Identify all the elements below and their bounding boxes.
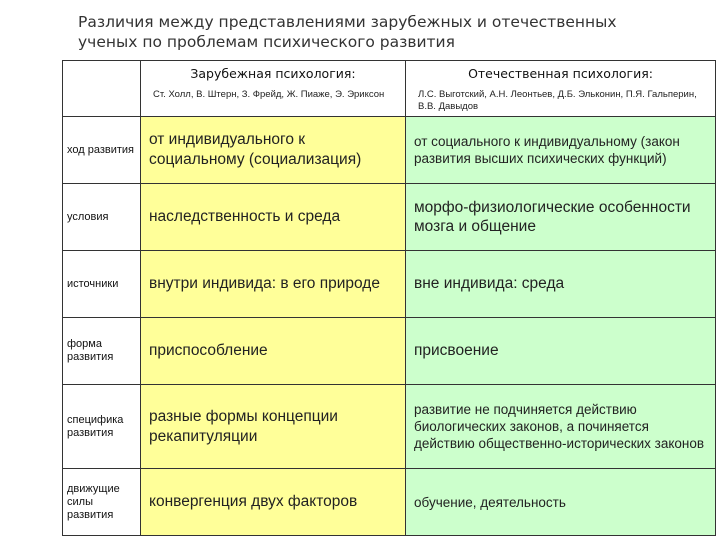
foreign-cell: внутри индивида: в его природе [141, 251, 406, 318]
table-row [63, 251, 716, 318]
foreign-cell: от индивидуального к социальному (социализация) [141, 117, 406, 184]
foreign-cell: приспособление [141, 318, 406, 385]
domestic-cell: морфо-физиологические особенности мозга и общение [406, 184, 716, 251]
domestic-cell: обучение, деятельность [406, 469, 716, 536]
criterion-cell: ход развития [63, 117, 141, 184]
domestic-cell: вне индивида: среда [406, 251, 716, 318]
header-blank-cell [63, 61, 141, 117]
domestic-cell: развитие не подчиняется действию биологических законов, а починяется действию общественно-исторических законов [406, 385, 716, 469]
foreign-cell: конвергенция двух факторов [141, 469, 406, 536]
foreign-header-title: Зарубежная психология: [190, 66, 356, 81]
slide-title: Различия между представлениями зарубежных и отечественных ученых по проблемам психического развития [78, 13, 617, 51]
foreign-cell: разные формы концепции рекапитуляции [141, 385, 406, 469]
criterion-cell: источники [63, 251, 141, 318]
domestic-header-cell [406, 61, 716, 117]
table-row [63, 318, 716, 385]
table-row [63, 184, 716, 251]
table-row [63, 117, 716, 184]
domestic-cell: от социального к индивидуальному (закон развития высших психических функций) [406, 117, 716, 184]
criterion-cell: форма развития [63, 318, 141, 385]
table-row [63, 469, 716, 536]
criterion-cell: движущие силы развития [63, 469, 141, 536]
domestic-cell: присвоение [406, 318, 716, 385]
domestic-scientists: Л.С. Выготский, А.Н. Леонтьев, Д.Б. Эльконин, П.Я. Гальперин, В.В. Давыдов [418, 89, 697, 112]
comparison-table [62, 60, 716, 536]
domestic-header-title: Отечественная психология: [468, 66, 653, 81]
table-row [63, 385, 716, 469]
table-header-row [63, 61, 716, 117]
foreign-cell: наследственность и среда [141, 184, 406, 251]
criterion-cell: условия [63, 184, 141, 251]
foreign-header-cell [141, 61, 406, 117]
foreign-scientists: Ст. Холл, В. Штерн, З. Фрейд, Ж. Пиаже, Э. Эриксон [153, 89, 385, 100]
criterion-cell: специфика развития [63, 385, 141, 469]
